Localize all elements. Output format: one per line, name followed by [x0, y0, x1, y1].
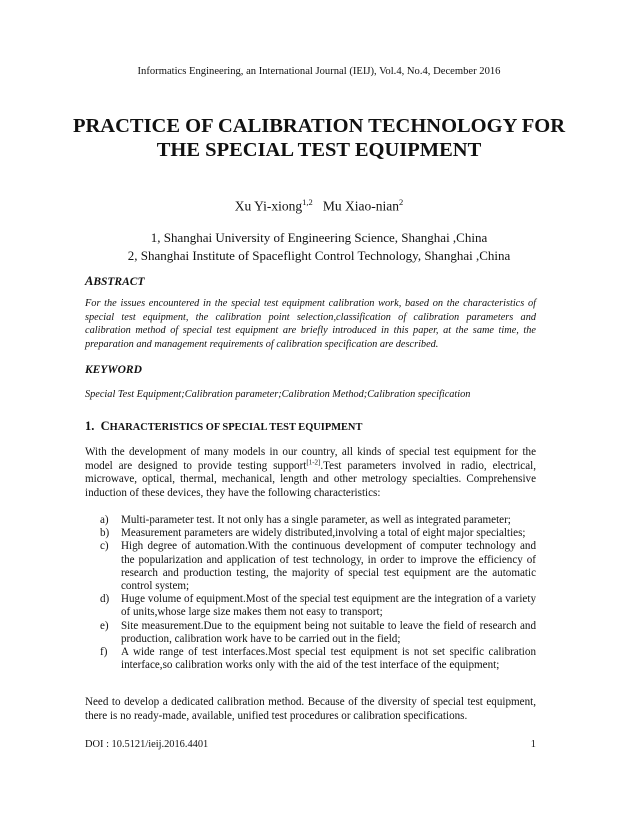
section-paragraph: Need to develop a dedicated calibration method. Because of the diversity of special test equipment, there is no ready-made, available, unified test procedures or calibration specifications.	[85, 696, 536, 722]
page-footer	[85, 739, 536, 750]
list-item-text: Measurement parameters are widely distributed,involving a total of eight major specialties;	[121, 527, 526, 540]
list-item	[100, 540, 536, 593]
list-item-text: High degree of automation.With the continuous development of computer technology and the popularization and application of test technology, in order to improve the efficiency of research and production testing, the majority of special test equipment are the automatic control system;	[121, 540, 536, 593]
doi-text: DOI : 10.5121/ieij.2016.4401	[85, 739, 209, 750]
list-item	[100, 593, 536, 619]
author-affiliation-mark: 2	[398, 197, 404, 207]
keyword-heading: KEYWORD	[85, 364, 142, 376]
list-item-label: f)	[100, 646, 108, 659]
list-item-text: Site measurement.Due to the equipment being not suitable to leave the field of research and production, calibration work have to be carried out in the field;	[121, 619, 536, 645]
list-item-text: Huge volume of equipment.Most of the special test equipment are the integration of a variety of units,whose large size makes them not easy to transport;	[121, 593, 536, 619]
list-item-label: b)	[100, 527, 110, 540]
list-item-label: c)	[100, 540, 109, 553]
list-item-text: A wide range of test interfaces.Most special test equipment is not set specific calibration interface,so calibration works only with the aid of the test interface of the equipment;	[121, 646, 536, 672]
list-item-label: e)	[100, 619, 109, 632]
journal-header: Informatics Engineering, an International Journal (IEIJ), Vol.4, No.4, December 2016	[137, 66, 501, 77]
page-number: 1	[530, 739, 536, 750]
affiliations	[0, 229, 638, 265]
paper-title: PRACTICE OF CALIBRATION TECHNOLOGY FOR THE SPECIAL TEST EQUIPMENT	[72, 115, 566, 161]
affiliation-line: 2, Shanghai Institute of Spaceflight Control Technology, Shanghai ,China	[127, 248, 511, 263]
section-paragraph: With the development of many models in our country, all kinds of special test equipment for the model are designed to provide testing support[1-2].Test parameters involved in radio, electrical, microwave, optical, thermal, mechanical, length and other metrology specialties. Comprehensive induction of these devices, they have the following characteristics:	[85, 446, 536, 500]
author-name: Xu Yi-xiong	[234, 198, 303, 214]
list-item-label: d)	[100, 593, 110, 606]
list-item	[100, 620, 536, 646]
keyword-text: Special Test Equipment;Calibration parameter;Calibration Method;Calibration specification	[85, 389, 471, 400]
author-line	[0, 197, 638, 215]
citation: [1-2]	[306, 458, 321, 467]
abstract-heading: ABSTRACT	[85, 274, 145, 288]
list-item	[100, 514, 536, 527]
list-item	[100, 646, 536, 672]
author-name: Mu Xiao-nian	[322, 198, 399, 214]
affiliation-line: 1, Shanghai University of Engineering Science, Shanghai ,China	[150, 230, 488, 245]
list-item	[100, 527, 536, 540]
list-item-text: Multi-parameter test. It not only has a single parameter, as well as integrated parameter;	[121, 514, 511, 526]
section-heading: 1. CHARACTERISTICS OF SPECIAL TEST EQUIPMENT	[85, 419, 363, 433]
author-affiliation-mark: 1,2	[302, 197, 313, 207]
abstract-text: For the issues encountered in the special test equipment calibration work, based on the characteristics of special test equipment, the calibration point selection,classification of calibration parameters and calibration method of special test equipment are briefly introduced in this paper, at the same time, the preparation and management requirements of calibration specification are described.	[85, 298, 536, 350]
list-item-label: a)	[100, 514, 109, 526]
characteristics-list	[100, 514, 536, 672]
